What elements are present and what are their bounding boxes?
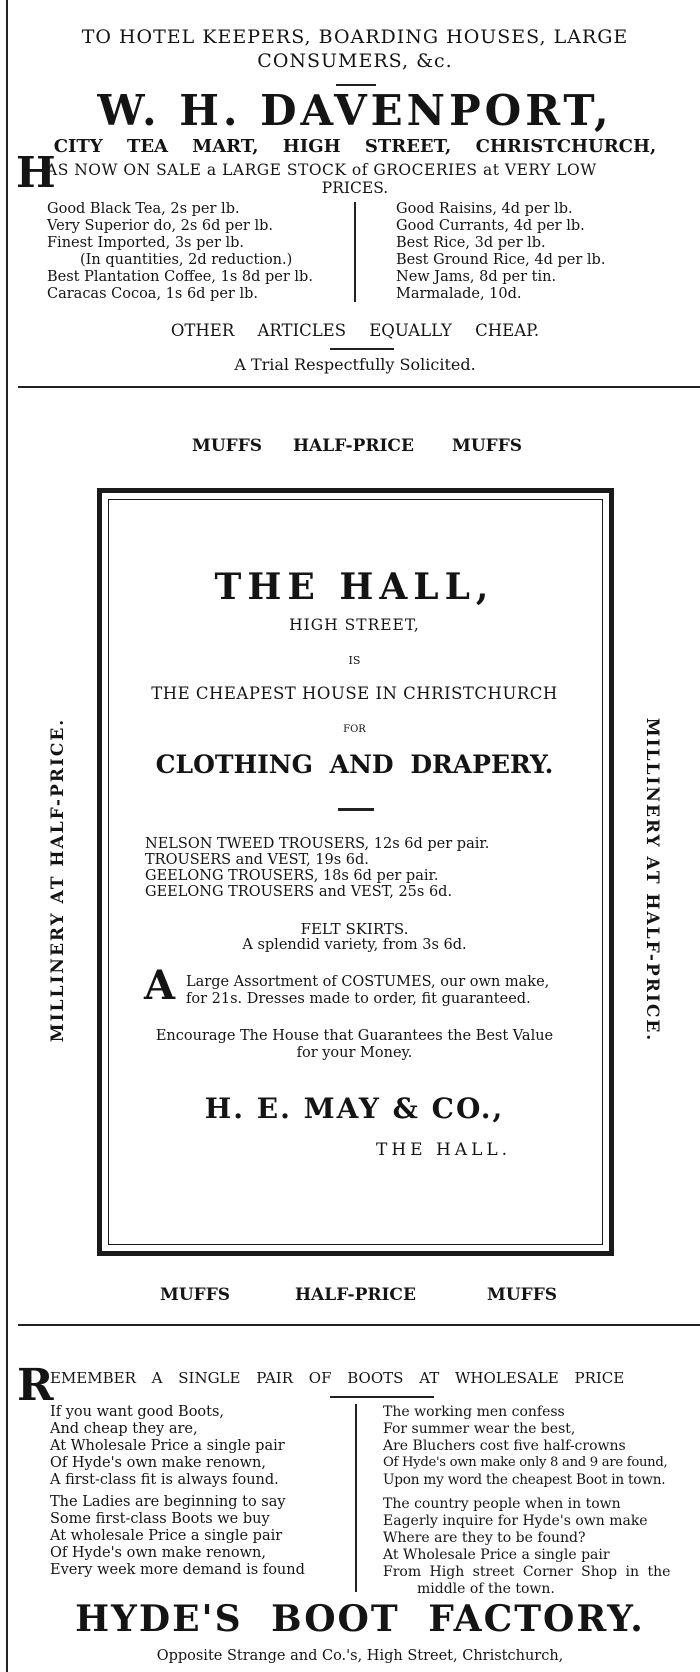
muffs-bottom-2: HALF-PRICE	[295, 1285, 416, 1305]
side-text-left: MILLINERY AT HALF-PRICE.	[48, 717, 68, 1043]
hall-cheapest: THE CHEAPEST HOUSE IN CHRISTCHURCH	[151, 684, 558, 703]
ad1-other-articles: OTHER ARTICLES EQUALLY CHEAP.	[170, 321, 540, 340]
ad3-column-divider	[355, 1404, 357, 1592]
ad3-verse-line: At Wholesale Price a single pair	[50, 1438, 285, 1454]
ad1-right-item: Good Raisins, 4d per lb.	[396, 201, 573, 217]
ad1-left-item: Very Superior do, 2s 6d per lb.	[47, 218, 273, 234]
hall-clothing: CLOTHING AND DRAPERY.	[155, 750, 554, 779]
hall-for: FOR	[343, 724, 366, 735]
hall-trousers-line: TROUSERS and VEST, 19s 6d.	[145, 852, 369, 868]
ad3-heading: EMEMBER A SINGLE PAIR OF BOOTS AT WHOLESALE PRICE	[50, 1369, 625, 1387]
hall-trousers-line: GEELONG TROUSERS and VEST, 25s 6d.	[145, 884, 453, 900]
ad3-verse-line: At wholesale Price a single pair	[50, 1528, 283, 1544]
hall-trousers-line: GEELONG TROUSERS, 18s 6d per pair.	[145, 868, 439, 884]
ad3-verse-line: The Ladies are beginning to say	[50, 1494, 286, 1510]
ad1-left-item: (In quantities, 2d reduction.)	[80, 252, 293, 268]
muffs-bottom-3: MUFFS	[487, 1285, 558, 1305]
ad1-right-item: Best Ground Rice, 4d per lb.	[396, 252, 606, 268]
ad3-verse-line: For summer wear the best,	[383, 1421, 576, 1437]
ad1-right-item: Good Currants, 4d per lb.	[396, 218, 585, 234]
hall-firm-name: H. E. MAY & CO.,	[204, 1092, 505, 1125]
hall-costumes-line1: Large Assortment of COSTUMES, our own make,	[186, 974, 550, 990]
section-divider-2	[18, 1324, 700, 1326]
hall-street: HIGH STREET,	[289, 616, 420, 634]
ad1-intro-line1: AS NOW ON SALE a LARGE STOCK of GROCERIES at VERY LOW	[46, 161, 597, 179]
ad1-dropcap: H	[16, 148, 56, 197]
hall-is: IS	[348, 654, 361, 667]
ad3-verse-line: Are Bluchers cost five half-crowns	[383, 1438, 626, 1454]
ad3-verse-line: Of Hyde's own make renown,	[50, 1455, 266, 1471]
ad3-verse-line: Upon my word the cheapest Boot in town.	[383, 1472, 666, 1488]
hall-felt-skirts: FELT SKIRTS.	[300, 920, 409, 938]
ad1-intro-line2: PRICES.	[321, 179, 389, 197]
ad3-verse-line: Some first-class Boots we buy	[50, 1511, 270, 1527]
ad1-heading-line2: CONSUMERS, &c.	[257, 50, 453, 72]
ad1-merchant-name: W. H. DAVENPORT,	[97, 86, 613, 135]
hall-dropcap: A	[144, 962, 176, 1009]
ad3-dropcap: R	[17, 1360, 54, 1411]
hall-short-rule	[338, 808, 374, 811]
muffs-bottom-1: MUFFS	[160, 1285, 231, 1305]
ad1-right-item: Marmalade, 10d.	[396, 286, 522, 302]
hall-firm-sub: THE HALL.	[376, 1140, 512, 1160]
muffs-top-1: MUFFS	[192, 436, 263, 456]
ad3-verse-line: A first-class fit is always found.	[50, 1472, 279, 1488]
hall-encourage-line1: Encourage The House that Guarantees the Best Value	[155, 1028, 554, 1044]
ad1-left-item: Best Plantation Coffee, 1s 8d per lb.	[47, 269, 313, 285]
ad3-verse-line: The working men confess	[383, 1404, 565, 1420]
ad3-verse-line: If you want good Boots,	[50, 1404, 225, 1420]
ad1-left-item: Good Black Tea, 2s per lb.	[47, 201, 240, 217]
ad3-verse-line: Every week more demand is found	[50, 1562, 305, 1578]
ad1-column-divider	[354, 202, 356, 302]
ad1-heading-line1: TO HOTEL KEEPERS, BOARDING HOUSES, LARGE	[81, 26, 629, 48]
ad1-right-item: Best Rice, 3d per lb.	[396, 235, 546, 251]
ad1-short-rule-2	[330, 348, 394, 350]
left-margin-rule	[6, 0, 8, 1672]
hall-trousers-line: NELSON TWEED TROUSERS, 12s 6d per pair.	[145, 836, 490, 852]
side-text-right: MILLINERY AT HALF-PRICE.	[642, 717, 662, 1043]
hall-encourage-line2: for your Money.	[296, 1045, 413, 1061]
muffs-top-2: HALF-PRICE	[293, 436, 414, 456]
hall-costumes-line2: for 21s. Dresses made to order, fit guaranteed.	[186, 991, 531, 1007]
hall-felt-variety: A splendid variety, from 3s 6d.	[242, 937, 467, 953]
hall-title: THE HALL,	[214, 566, 495, 608]
ad3-verse-line: At Wholesale Price a single pair	[383, 1547, 610, 1563]
ad3-factory-name: HYDE'S BOOT FACTORY.	[75, 1598, 645, 1640]
ad1-left-item: Finest Imported, 3s per lb.	[47, 235, 245, 251]
ad3-verse-line: Eagerly inquire for Hyde's own make	[383, 1513, 648, 1529]
ad3-verse-line: And cheap they are,	[50, 1421, 198, 1437]
ad1-left-item: Caracas Cocoa, 1s 6d per lb.	[47, 286, 258, 302]
muffs-top-3: MUFFS	[452, 436, 523, 456]
ad3-verse-line: From High street Corner Shop in the	[383, 1564, 671, 1580]
ad1-trial: A Trial Respectfully Solicited.	[234, 355, 476, 374]
section-divider-1	[18, 386, 700, 388]
ad1-right-item: New Jams, 8d per tin.	[396, 269, 557, 285]
ad3-verse-line: middle of the town.	[417, 1581, 555, 1597]
ad3-verse-line: Where are they to be found?	[383, 1530, 586, 1546]
ad3-heading-rule	[330, 1396, 434, 1398]
ad1-address: CITY TEA MART, HIGH STREET, CHRISTCHURCH,	[53, 136, 657, 157]
ad3-address: Opposite Strange and Co.'s, High Street, Christchurch,	[156, 1648, 564, 1664]
ad3-verse-line: Of Hyde's own make only 8 and 9 are found,	[383, 1455, 668, 1470]
ad3-verse-line: Of Hyde's own make renown,	[50, 1545, 266, 1561]
ad3-verse-line: The country people when in town	[383, 1496, 621, 1512]
